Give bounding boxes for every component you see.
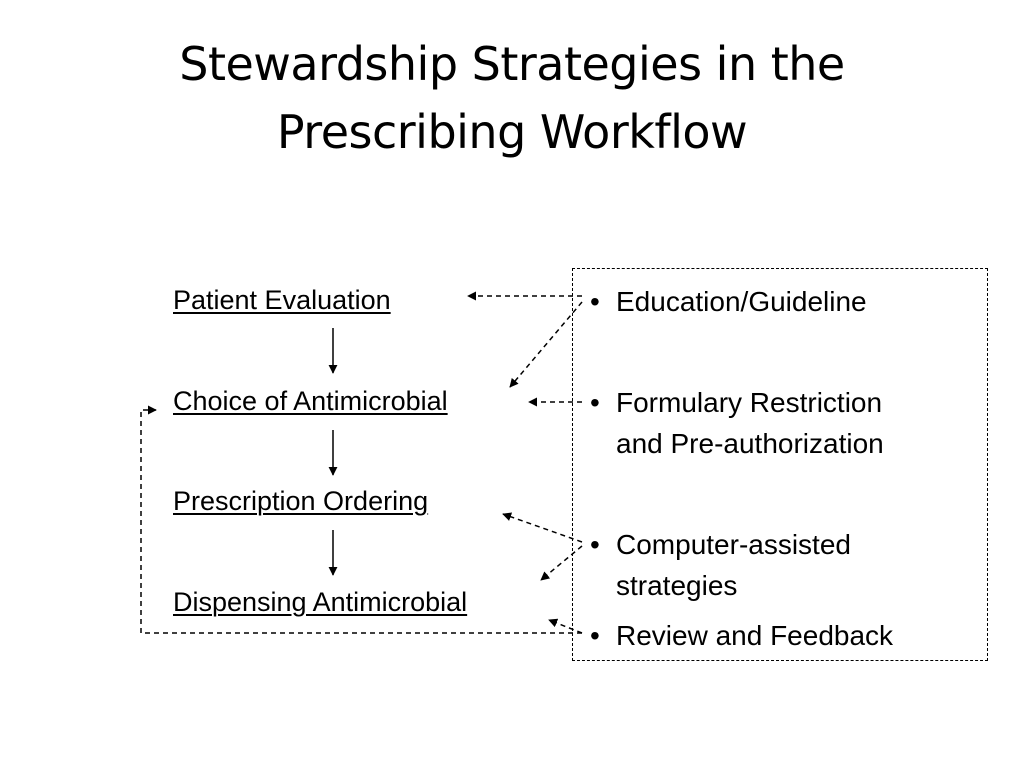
arrow-review-loop-to-choice	[141, 410, 582, 633]
arrow-computer-to-ordering	[503, 514, 582, 542]
bullet-icon: •	[590, 620, 600, 651]
arrow-review-to-dispensing	[549, 620, 582, 633]
slide-title-line-2: Prescribing Workflow	[276, 105, 748, 159]
strategy-label: Education/Guideline	[616, 286, 867, 317]
bullet-icon: •	[590, 286, 600, 317]
slide-title-line-1: Stewardship Strategies in the	[179, 37, 845, 91]
strategy-label: Review and Feedback	[616, 620, 894, 651]
step-prescription-ordering: Prescription Ordering	[173, 486, 429, 516]
arrow-computer-to-dispensing	[541, 546, 582, 580]
strategy-label: Computer-assisted strategies	[616, 529, 851, 601]
bullet-icon: •	[590, 387, 600, 418]
step-dispensing-antimicrobial: Dispensing Antimicrobial	[173, 587, 468, 617]
step-patient-evaluation: Patient Evaluation	[173, 285, 391, 315]
strategy-label: Formulary Restriction and Pre-authorization	[616, 387, 884, 459]
arrow-education-to-choice	[510, 302, 582, 387]
bullet-icon: •	[590, 529, 600, 560]
step-choice-of-antimicrobial: Choice of Antimicrobial	[173, 386, 448, 416]
